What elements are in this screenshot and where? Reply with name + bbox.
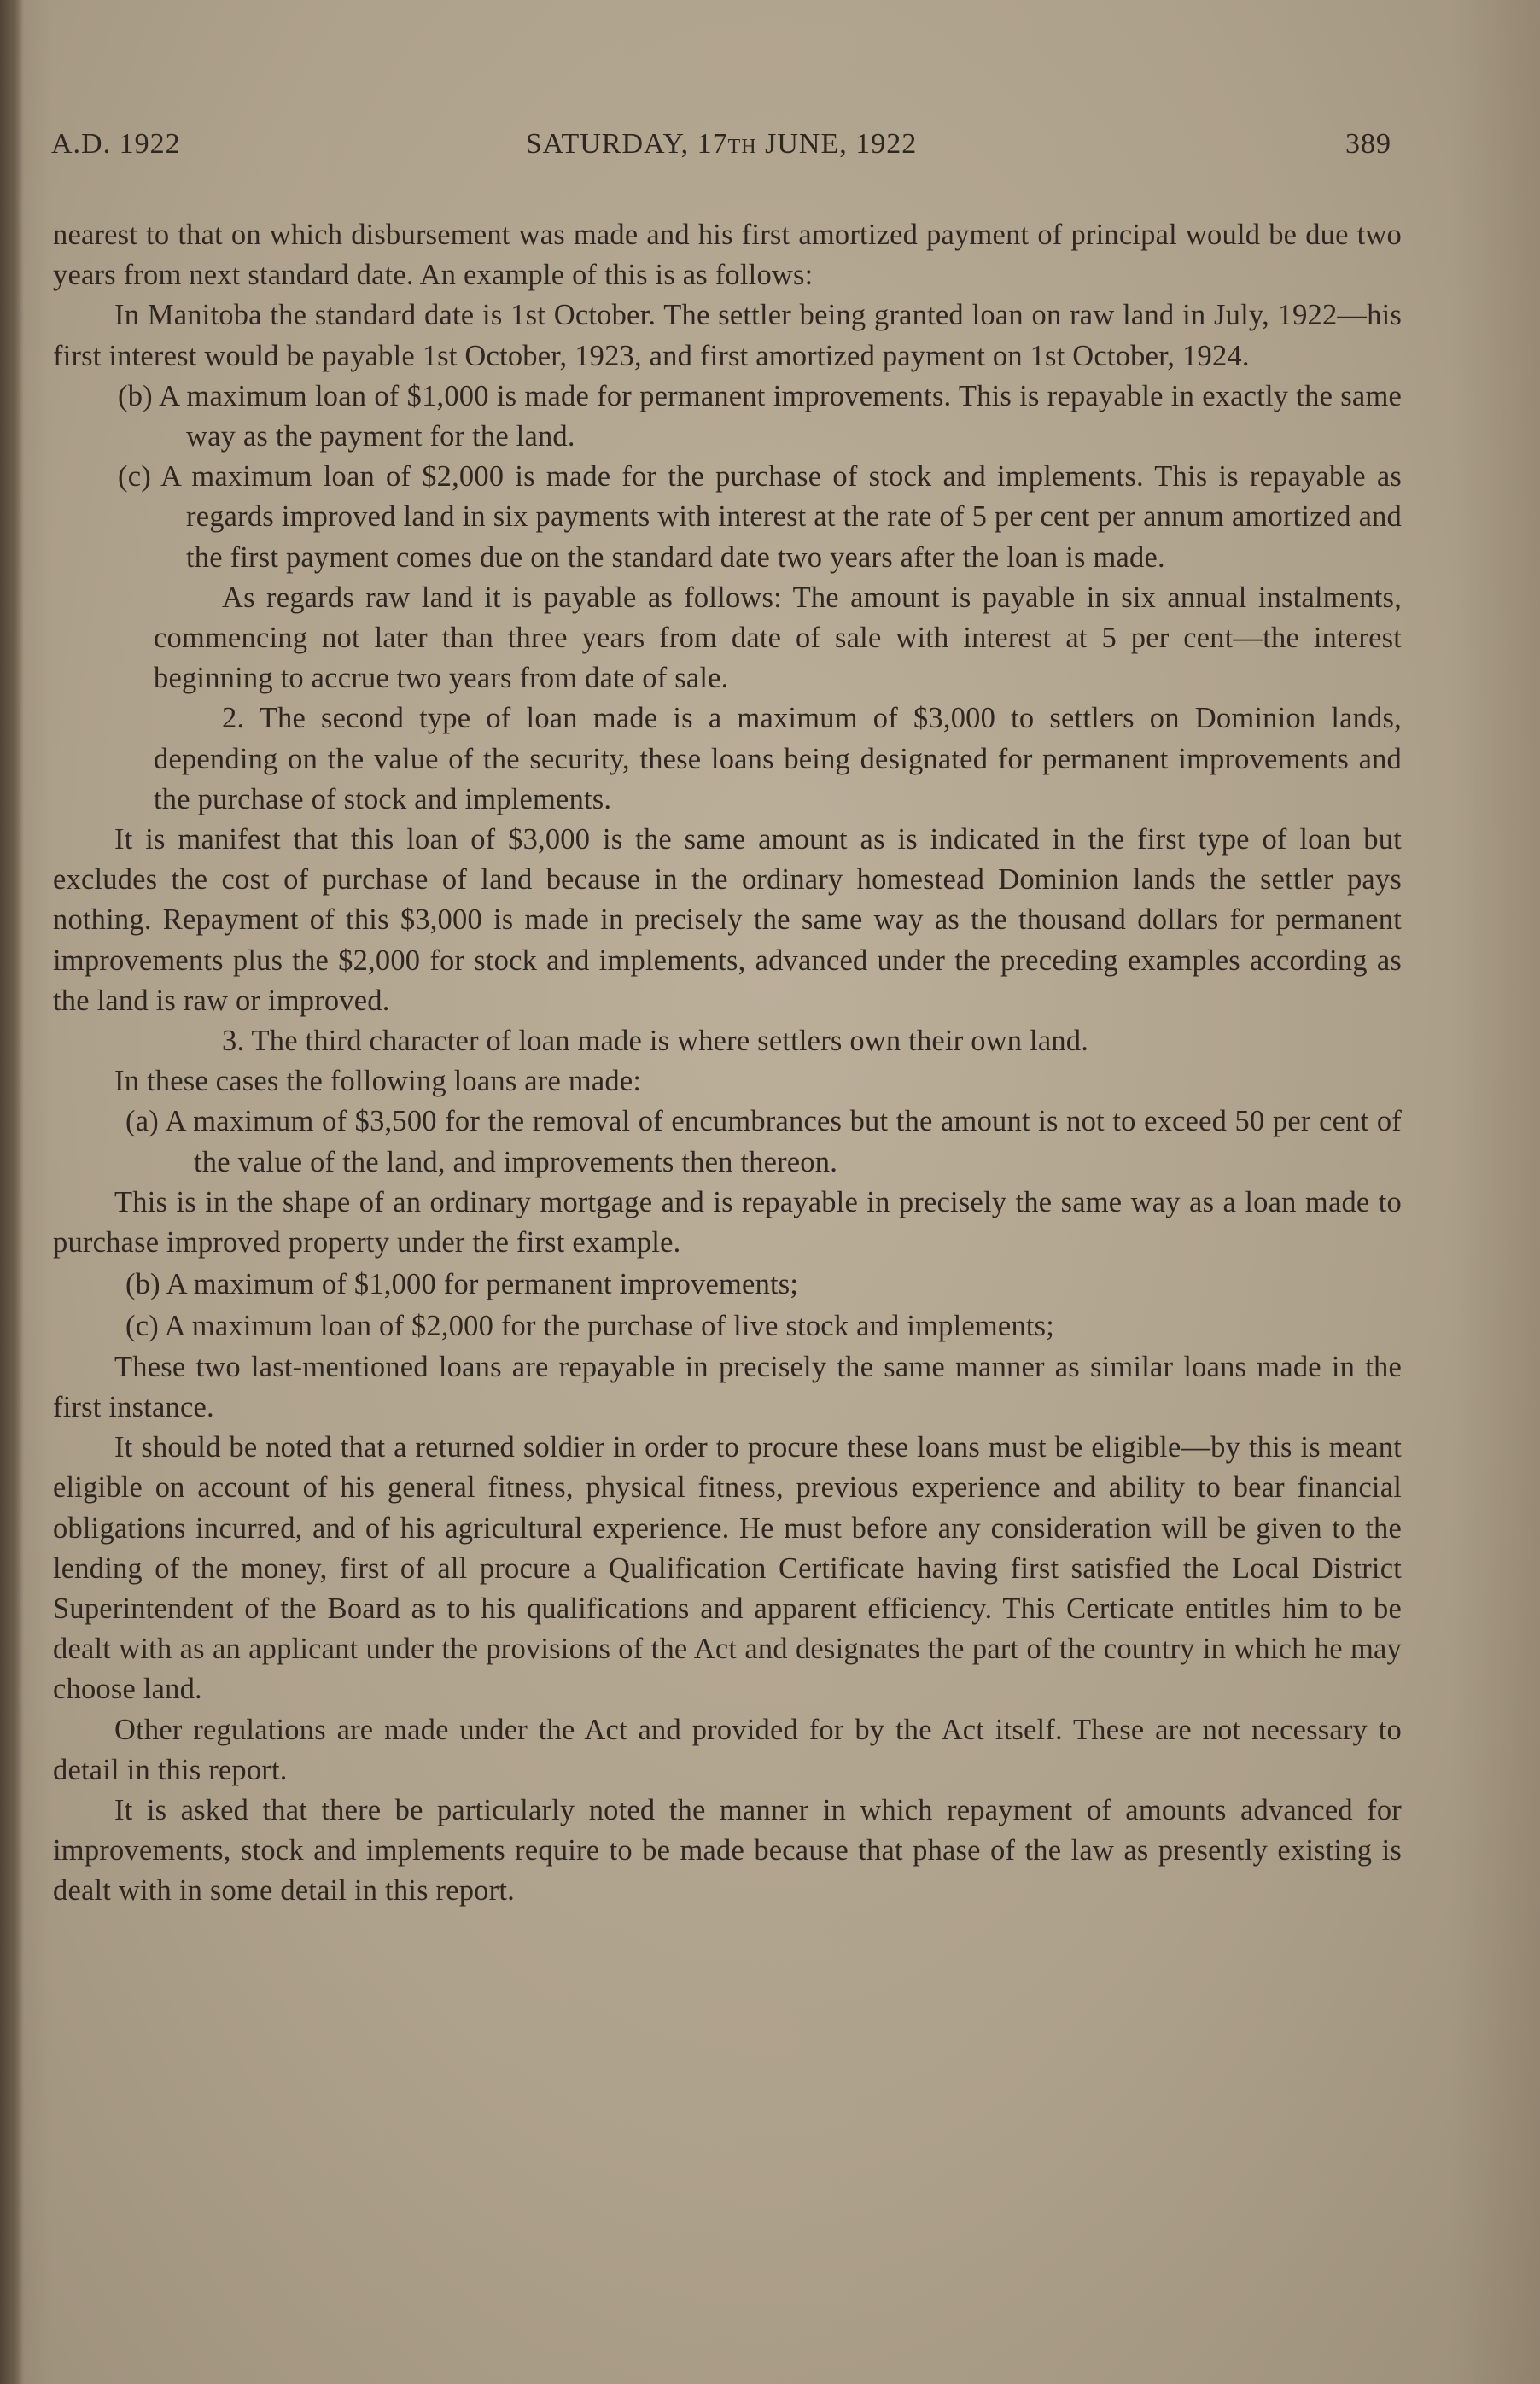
paragraph: It is manifest that this loan of $3,000 is the same amount as is indicated in the first type of loan but excludes the cost of purchase of land because in the ordinary homestead Dominion lands the settler pays nothing. Repayment of this $3,000 is made in precisely the same way as the thousand dollars for permanent improvements plus the $2,000 for stock and implements, advanced under the preceding examples according as the land is raw or improved. — [53, 823, 1402, 1017]
body-text — [53, 215, 1402, 1912]
book-spine-shadow — [0, 0, 24, 2384]
list-item: (c) A maximum loan of $2,000 for the purchase of live stock and implements; — [125, 1310, 1055, 1343]
header-year: A.D. 1922 — [51, 128, 181, 160]
paragraph: In these cases the following loans are made: — [114, 1065, 642, 1098]
paragraph: 3. The third character of loan made is where settlers own their own land. — [222, 1025, 1089, 1058]
page-header — [51, 128, 1391, 171]
paragraph: 2. The second type of loan made is a maximum of $3,000 to settlers on Dominion lands, depending on the value of the security, these loans being designated for permanent improvements and the purchase of stock and implements. — [154, 702, 1402, 815]
header-date — [51, 128, 1391, 161]
list-item: (b) A maximum of $1,000 for permanent improvements; — [125, 1268, 799, 1301]
paragraph: It is asked that there be particularly noted the manner in which repayment of amounts advanced for improvements, stock and implements require to be made because that phase of the law as presently existing is dealt with in some detail in this report. — [53, 1793, 1402, 1908]
list-item: (c) A maximum loan of $2,000 is made for the purchase of stock and implements. This is repayable as regards improved land in six payments with interest at the rate of 5 per cent per annum amortized and the first payment comes due on the standard date two years after the loan is made. — [118, 460, 1402, 574]
header-date-post: JUNE, 1922 — [756, 128, 918, 160]
paragraph: These two last-mentioned loans are repayable in precisely the same manner as similar loans made in the first instance. — [53, 1350, 1402, 1423]
header-date-suffix: TH — [727, 136, 757, 158]
paragraph: Other regulations are made under the Act and provided for by the Act itself. These are not necessary to detail in this report. — [53, 1713, 1402, 1786]
paragraph: This is in the shape of an ordinary mortgage and is repayable in precisely the same way as a loan made to purchase improved property under the first example. — [53, 1185, 1402, 1259]
list-item: (b) A maximum loan of $1,000 is made for permanent improvements. This is repayable in exactly the same way as the payment for the land. — [118, 379, 1402, 453]
page-number: 389 — [1345, 128, 1391, 160]
paragraph: nearest to that on which disbursement was made and his first amortized payment of principal would be due two years from next standard date. An example of this is as follows: — [53, 219, 1402, 292]
header-date-pre: SATURDAY, 17 — [525, 128, 728, 160]
paragraph: As regards raw land it is payable as follows: The amount is payable in six annual instalments, commencing not later than three years from date of sale with interest at 5 per cent—the interest beginning to accrue two years from date of sale. — [154, 581, 1402, 695]
paragraph: In Manitoba the standard date is 1st October. The settler being granted loan on raw land in July, 1922—his first interest would be payable 1st October, 1923, and first amortized payment on 1st October, 1924. — [53, 299, 1402, 372]
list-item: (a) A maximum of $3,500 for the removal of encumbrances but the amount is not to exceed 50 per cent of the value of the land, and improvements then thereon. — [125, 1105, 1402, 1178]
paragraph: It should be noted that a returned soldier in order to procure these loans must be eligible—by this is meant eligible on account of his general fitness, physical fitness, previous experience and ability to bear financial obligations incurred, and of his agricultural experience. He must before any consideration will be given to the lending of the money, first of all procure a Qualification Certificate having first satisfied the Local District Superintendent of the Board as to his qualifications and apparent efficiency. This Certicate entitles him to be dealt with as an applicant under the provisions of the Act and designates the part of the country in which he may choose land. — [53, 1431, 1402, 1706]
